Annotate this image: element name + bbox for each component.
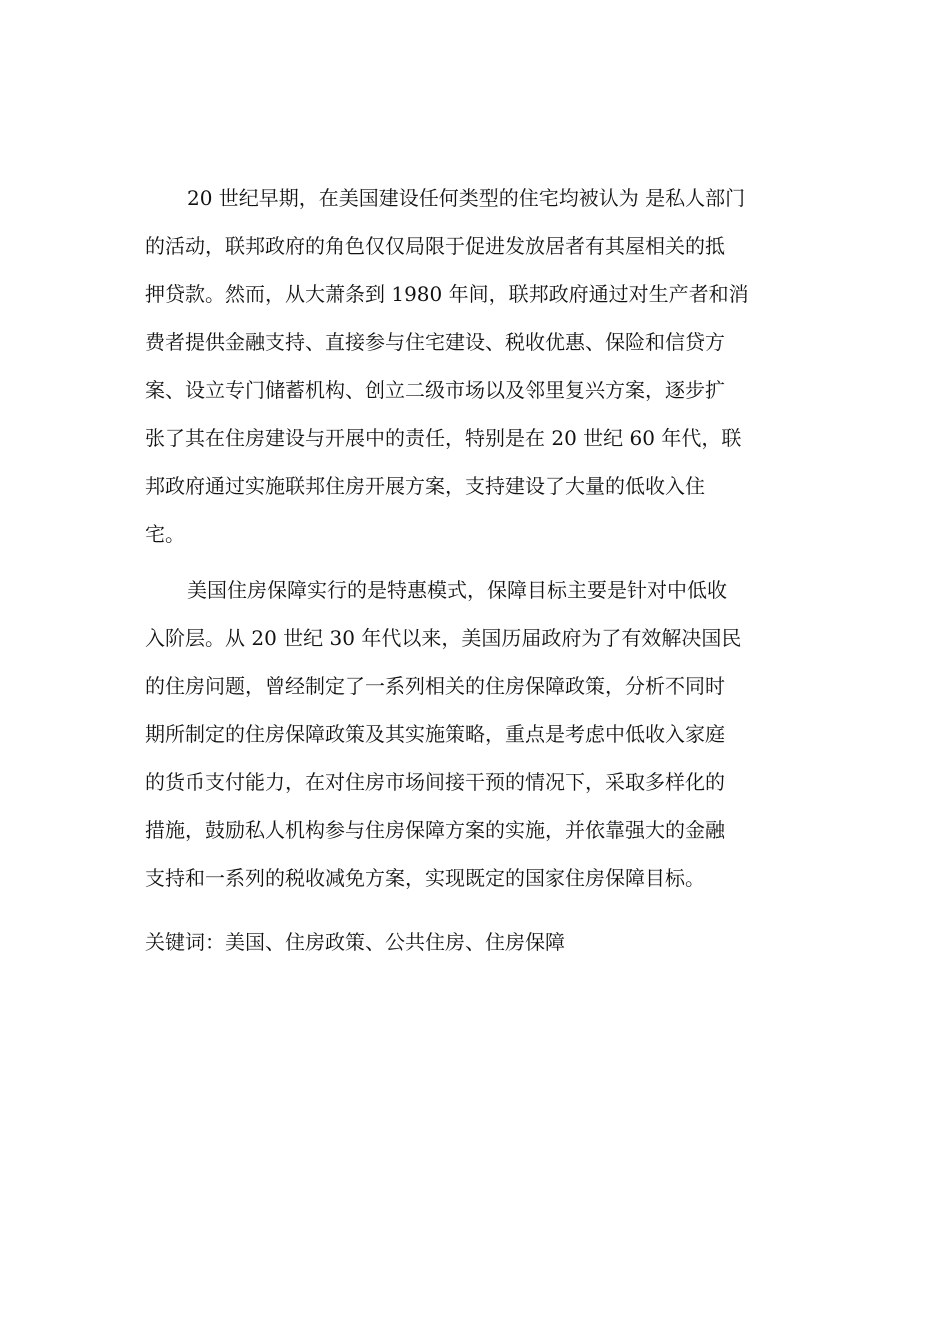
paragraph-line: 期所制定的住房保障政策及其实施策略，重点是考虑中低收入家庭 bbox=[145, 722, 725, 746]
paragraph-line: 押贷款。然而，从大萧条到 1980 年间，联邦政府通过对生产者和消 bbox=[145, 282, 749, 306]
paragraph-line: 案、设立专门储蓄机构、创立二级市场以及邻里复兴方案，逐步扩 bbox=[145, 378, 725, 402]
paragraph-line: 邦政府通过实施联邦住房开展方案，支持建设了大量的低收入住 bbox=[145, 474, 705, 498]
paragraph-line: 入阶层。从 20 世纪 30 年代以来，美国历届政府为了有效解决国民 bbox=[145, 626, 742, 650]
paragraph-line: 宅。 bbox=[145, 522, 185, 546]
paragraph-line: 的住房问题，曾经制定了一系列相关的住房保障政策，分析不同时 bbox=[145, 674, 725, 698]
paragraph-line: 措施，鼓励私人机构参与住房保障方案的实施，并依靠强大的金融 bbox=[145, 818, 725, 842]
paragraph-line: 的货币支付能力，在对住房市场间接干预的情况下，采取多样化的 bbox=[145, 770, 725, 794]
keywords-line: 关键词：美国、住房政策、公共住房、住房保障 bbox=[145, 930, 565, 954]
paragraph-line: 美国住房保障实行的是特惠模式，保障目标主要是针对中低收 bbox=[187, 578, 727, 602]
paragraph-line: 费者提供金融支持、直接参与住宅建设、税收优惠、保险和信贷方 bbox=[145, 330, 725, 354]
document-body bbox=[145, 174, 805, 966]
paragraph-2 bbox=[145, 566, 805, 902]
paragraph-line: 的活动，联邦政府的角色仅仅局限于促进发放居者有其屋相关的抵 bbox=[145, 234, 725, 258]
paragraph-line: 20 世纪早期，在美国建设任何类型的住宅均被认为 是私人部门 bbox=[187, 186, 746, 210]
paragraph-line: 张了其在住房建设与开展中的责任，特别是在 20 世纪 60 年代，联 bbox=[145, 426, 742, 450]
paragraph-line: 支持和一系列的税收减免方案，实现既定的国家住房保障目标。 bbox=[145, 866, 705, 890]
paragraph-1 bbox=[145, 174, 805, 558]
